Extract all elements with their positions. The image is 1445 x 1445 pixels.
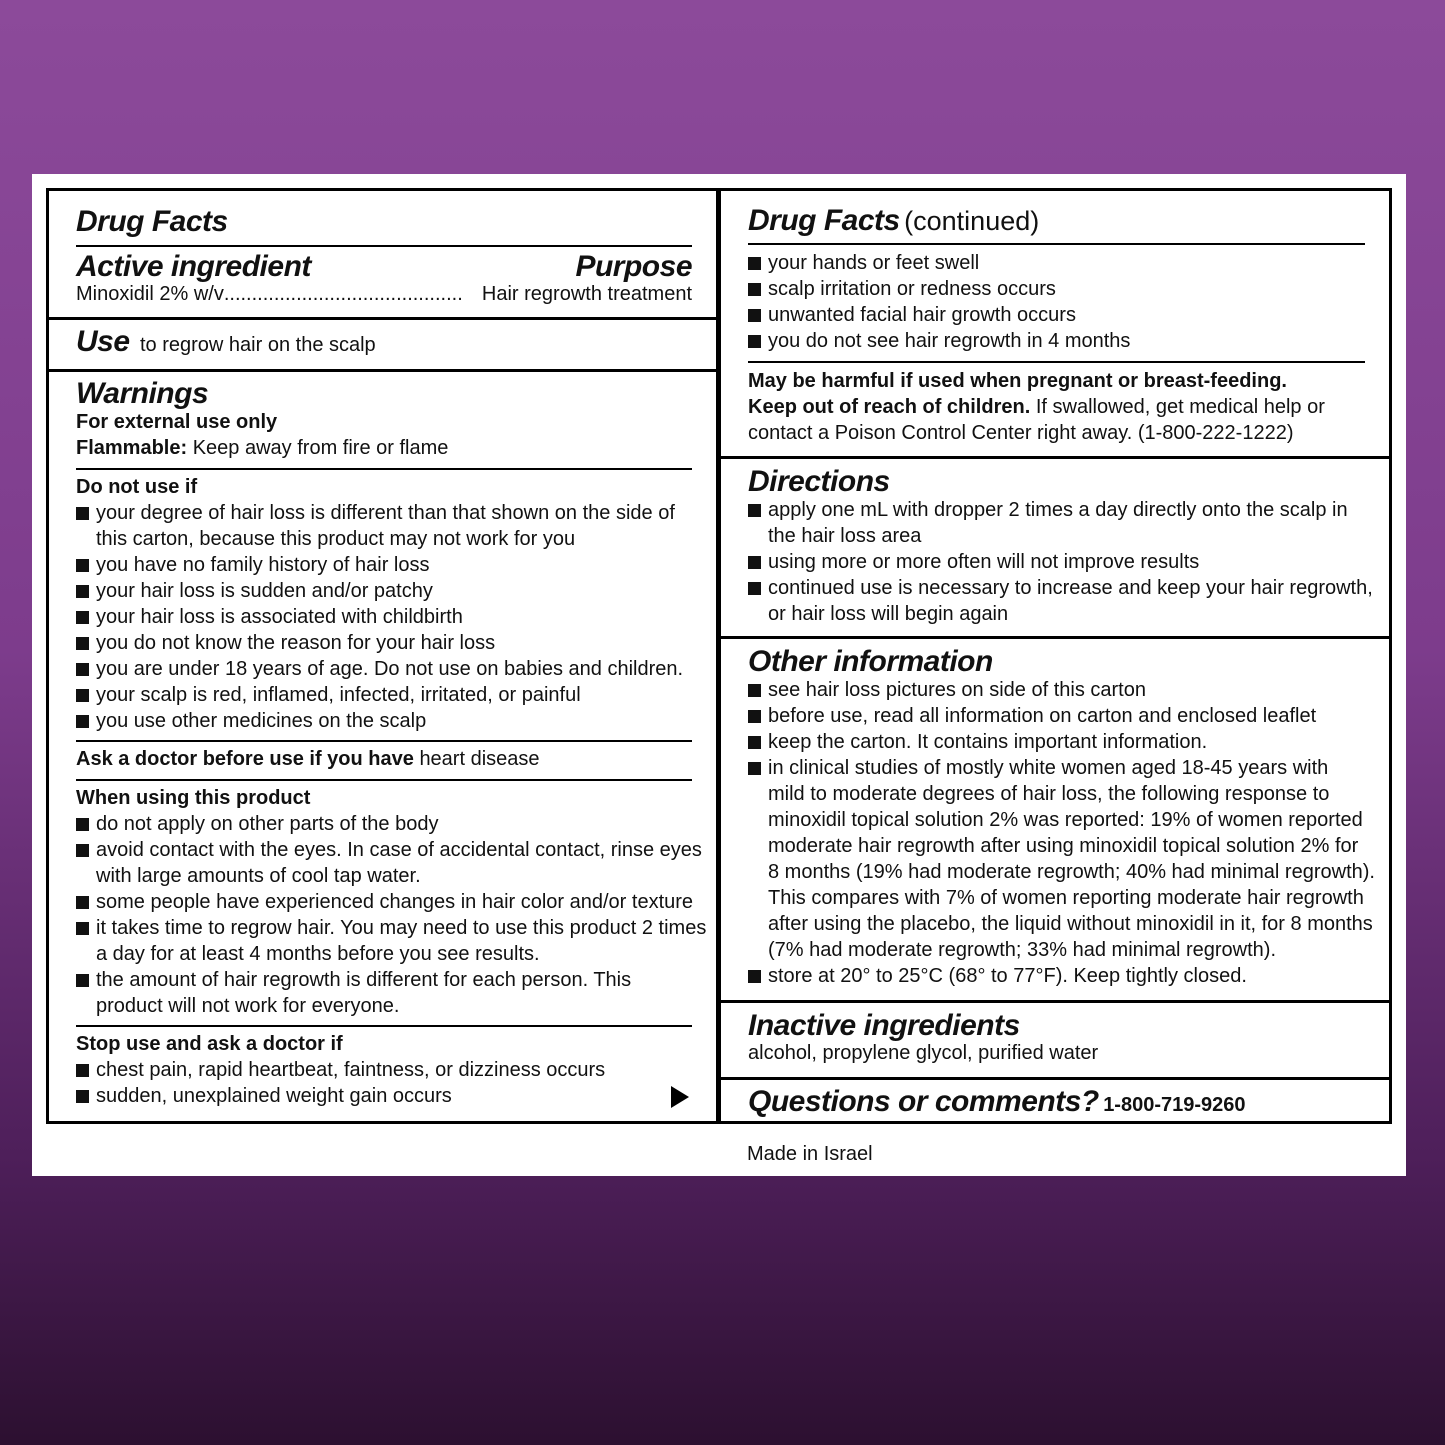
other-information-heading: Other information [748,645,993,678]
list-item-text: 8 months (19% had moderate regrowth; 40% had minimal regrowth). [768,861,1375,883]
list-item-text: unwanted facial hair growth occurs [768,304,1076,326]
list-item-text: you have no family history of hair loss [96,554,430,576]
list-item [76,915,706,967]
continued-label: (continued) [904,206,1040,236]
list-item [748,549,1373,575]
list-item [76,1083,605,1109]
warnings-heading: Warnings [76,377,209,410]
drug-facts-title: Drug Facts [76,205,228,238]
list-item [76,837,706,889]
drug-facts-continued-title: Drug Facts [748,204,900,237]
list-item-text: you are under 18 years of age. Do not use on babies and children. [96,658,684,680]
list-item [748,729,1375,755]
continued-section [721,191,1389,456]
list-item [76,578,683,604]
list-item-text: in clinical studies of mostly white women aged 18-45 years with [768,757,1329,779]
list-item-text: see hair loss pictures on side of this carton [768,679,1146,701]
ask-doctor-label: Ask a doctor before use if you have [76,748,414,770]
list-item-text: your degree of hair loss is different than that shown on the side of [96,502,675,524]
list-item-text: your hands or feet swell [768,252,980,274]
ingredient-purpose: Hair regrowth treatment [481,283,692,305]
other-information-list [748,677,1375,989]
list-item-text: store at 20° to 25°C (68° to 77°F). Keep tightly closed. [768,965,1247,987]
list-item-text: keep the carton. It contains important information. [768,731,1208,753]
list-item [748,328,1130,354]
list-item-text: after using the placebo, the liquid without minoxidil in it, for 8 months [768,913,1373,935]
list-item-text: scalp irritation or redness occurs [768,278,1056,300]
list-item-text: you do not know the reason for your hair loss [96,632,496,654]
list-item-text: it takes time to regrow hair. You may need to use this product 2 times [96,917,707,939]
questions-phone: 1-800-719-9260 [1103,1094,1246,1116]
list-item [76,708,683,734]
list-item-text: product will not work for everyone. [96,995,400,1017]
list-item [76,889,706,915]
list-item-text: the amount of hair regrowth is different for each person. This [96,969,632,991]
list-item [748,497,1373,549]
list-item-text: continued use is necessary to increase and keep your hair regrowth, [768,577,1373,599]
leader-dots: ........................................... [223,283,463,305]
list-item-text: your hair loss is sudden and/or patchy [96,580,433,602]
list-item-text: your hair loss is associated with childbirth [96,606,463,628]
directions-list [748,497,1373,627]
right-triangle-icon [671,1086,689,1108]
stop-use-heading: Stop use and ask a doctor if [76,1033,343,1055]
inactive-ingredients-heading: Inactive ingredients [748,1009,1020,1042]
list-item-text: (7% had moderate regrowth; 33% had minimal regrowth). [768,939,1277,961]
list-item-text: avoid contact with the eyes. In case of accidental contact, rinse eyes [96,839,702,861]
list-item-text: a day for at least 4 months before you see results. [96,943,540,965]
list-item [748,575,1373,627]
continued-list [748,250,1130,354]
drug-facts-right-panel [718,188,1392,1124]
list-item-text: some people have experienced changes in hair color and/or texture [96,891,694,913]
list-item [76,656,683,682]
active-ingredient-heading: Active ingredient [76,250,311,283]
list-item [748,703,1375,729]
flammable-text: Keep away from fire or flame [192,437,449,459]
list-item-text: chest pain, rapid heartbeat, faintness, or dizziness occurs [96,1059,606,1081]
list-item-text: with large amounts of cool tap water. [96,865,421,887]
questions-heading: Questions or comments? [748,1085,1099,1118]
list-item-text: you use other medicines on the scalp [96,710,427,732]
list-item [748,963,1375,989]
warnings-section [49,369,716,1121]
list-item-text: do not apply on other parts of the body [96,813,439,835]
keep-out-row [748,394,1325,420]
list-item [76,630,683,656]
drug-facts-left-panel [46,188,719,1124]
use-text: to regrow hair on the scalp [140,334,376,356]
made-in-label: Made in Israel [747,1143,873,1165]
use-heading: Use [76,325,130,358]
flammable-label: Flammable: [76,437,188,459]
poison-control-text: contact a Poison Control Center right away. (1-800-222-1222) [748,422,1294,444]
list-item-text: you do not see hair regrowth in 4 months [768,330,1131,352]
ask-doctor-row [76,746,540,772]
ingredient-name: Minoxidil 2% w/v [76,283,224,305]
external-use: For external use only [76,411,278,433]
flammable-row [76,435,448,461]
questions-section [721,1077,1389,1121]
ingredient-row [76,281,692,307]
pregnancy-warning: May be harmful if used when pregnant or breast-feeding. [748,370,1287,392]
list-item [748,250,1130,276]
list-item [76,1057,605,1083]
directions-section [721,456,1389,636]
list-item [76,604,683,630]
list-item [76,552,683,578]
purpose-heading: Purpose [575,250,692,283]
list-item [76,500,683,552]
active-ingredient-section [49,191,716,317]
list-item-text: your scalp is red, inflamed, infected, irritated, or painful [96,684,581,706]
keep-out-text: If swallowed, get medical help or [1035,396,1325,418]
use-section [49,317,716,369]
list-item-text: apply one mL with dropper 2 times a day directly onto the scalp in [768,499,1348,521]
list-item-text: sudden, unexplained weight gain occurs [96,1085,452,1107]
list-item-text: this carton, because this product may not work for you [96,528,576,550]
when-using-list [76,811,706,1019]
list-item [76,967,706,1019]
inactive-ingredients-section [721,1000,1389,1077]
ask-doctor-text: heart disease [419,748,540,770]
list-item [748,755,1375,963]
list-item [76,682,683,708]
stop-use-list [76,1057,605,1109]
list-item-text: or hair loss will begin again [768,603,1009,625]
inactive-ingredients-text: alcohol, propylene glycol, purified water [748,1042,1099,1064]
list-item-text: moderate hair regrowth after using minoxidil topical solution 2% for [768,835,1359,857]
other-information-section [721,636,1389,1000]
list-item [748,302,1130,328]
list-item-text: before use, read all information on carton and enclosed leaflet [768,705,1317,727]
list-item [748,677,1375,703]
list-item [748,276,1130,302]
do-not-use-heading: Do not use if [76,476,198,498]
list-item [76,811,706,837]
keep-out-label: Keep out of reach of children. [748,396,1031,418]
list-item-text: the hair loss area [768,525,922,547]
drug-facts-card [32,174,1406,1176]
list-item-text: This compares with 7% of women reporting moderate hair regrowth [768,887,1364,909]
list-item-text: mild to moderate degrees of hair loss, the following response to [768,783,1330,805]
list-item-text: minoxidil topical solution 2% was reported: 19% of women reported [768,809,1363,831]
directions-heading: Directions [748,465,890,498]
when-using-heading: When using this product [76,787,311,809]
list-item-text: using more or more often will not improve results [768,551,1200,573]
do-not-use-list [76,500,683,734]
